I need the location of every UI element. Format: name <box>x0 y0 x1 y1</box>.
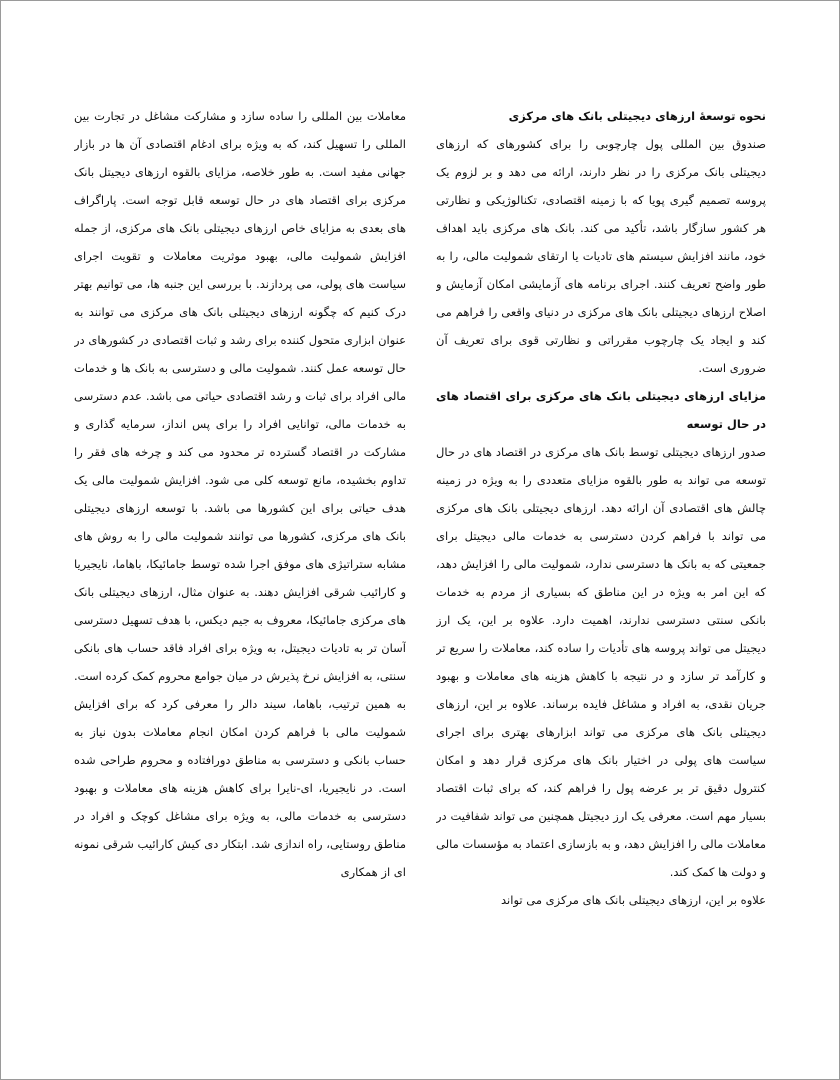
paragraph-benefits: صدور ارزهای دیجیتلی توسط بانک های مرکزی در اقتصاد های در حال توسعه می تواند به طور بالقوه مزایای متعددی را به ویژه در زمینه چالش های اقتصادی آن ارائه دهد. ارزهای دیجیتلی بانک های مرکزی می تواند با فراهم کردن دسترسی به خدمات مالی دیجیتل برای جمعیتی که به بانک ها دسترسی ندارد، شمولیت مالی را افزایش دهد، که این امر به ویژه در این مناطق که بسیاری از مردم به خدمات بانکی سنتی دسترسی ندارند، اهمیت دارد. علاوه بر این، یک ارز دیجیتل می تواند پروسه های تأدیات را ساده کند، معاملات را سریع تر و کارآمد تر سازد و در نتیجه با کاهش هزینه های معاملات و بهبود جریان نقدی، به افراد و مشاغل فایده برساند. علاوه بر این، ارزهای دیجیتلی بانک های مرکزی می تواند ابزارهای بهتری برای اجرای سیاست های پولی در اختیار بانک های مرکزی قرار دهد و امکان کنترول دقیق تر بر عرضه پول را فراهم کند، که برای ثبات اقتصاد بسیار مهم است. معرفی یک ارز دیجیتل همچنین می تواند شفافیت در معاملات مالی را افزایش دهد، و به بازسازی اعتماد به مؤسسات مالی و دولت ها کمک کند. <box>436 445 766 879</box>
section-heading-development: نحوه توسعهٔ ارزهای دیجیتلی بانک های مرکزی <box>508 109 766 123</box>
right-column <box>436 102 766 1052</box>
paragraph-continuation: علاوه بر این، ارزهای دیجیتلی بانک های مرکزی می تواند <box>501 893 766 907</box>
section-heading-benefits: مزایای ارزهای دیجیتلی بانک های مرکزی برای اقتصاد های در حال توسعه <box>436 389 766 431</box>
left-column <box>74 102 406 1052</box>
paragraph-imf-framework: صندوق بین المللی پول چارچوبی را برای کشورهای که ارزهای دیجیتلی بانک مرکزی را در نظر دارند، ارائه می دهد و بر لزوم یک پروسه تصمیم گیری پویا که با زمینه اقتصادی، تکنالوژیکی و نظارتی هر کشور سازگار باشد، تأکید می کند. بانک های مرکزی باید اهداف خود، مانند افزایش سیستم های تادیات یا ارتقای شمولیت مالی، را به طور واضح تعریف کنند. اجرای برنامه های آزمایشی امکان آزمایش و اصلاح ارزهای دیجیتلی بانک های مرکزی در دنیای واقعی را فراهم می کند و ایجاد یک چارچوب مقرراتی و نظارتی قوی برای تعریف آن ضروری است. <box>436 137 766 375</box>
paragraph-financial-inclusion: معاملات بین المللی را ساده سازد و مشارکت مشاغل در تجارت بین المللی را تسهیل کند، که به ویژه برای ادغام اقتصادی آن ها در بازار جهانی مفید است. به طور خلاصه، مزایای بالقوه ارزهای دیجیتل بانک مرکزی برای اقتصاد های در حال توسعه قابل توجه است. پاراگراف های بعدی به مزایای خاص ارزهای دیجیتلی بانک های مرکزی، از جمله افزایش شمولیت مالی، بهبود موثریت معاملات و تقویت اجرای سیاست های پولی، می پردازند. با بررسی این جنبه ها، می توانیم بهتر درک کنیم که چگونه ارزهای دیجیتلی بانک های مرکزی می توانند به عنوان ابزاری متحول کننده برای رشد و ثبات اقتصادی در کشورهای در حال توسعه عمل کنند. شمولیت مالی و دسترسی به بانک ها و خدمات مالی افراد برای ثبات و رشد اقتصادی حیاتی می باشد. عدم دسترسی به خدمات مالی، توانایی افراد را برای پس انداز، سرمایه گذاری و مشارکت در اقتصاد گسترده تر محدود می کند و چرخه های فقر را تداوم بخشیده، مانع توسعه کلی می شود. افزایش شمولیت مالی یک هدف حیاتی برای این کشورها می باشد. با توسعه ارزهای دیجیتلی بانک های مرکزی، کشورها می توانند شمولیت مالی را به روش های مشابه ستراتیژی های موفق اجرا شده توسط جامائیکا، باهاما، نایجیریا و کارائیب شرقی افزایش دهند. به عنوان مثال، ارزهای دیجیتلی بانک های مرکزی جامائیکا، معروف به جیم دیکس، با هدف تسهیل دسترسی آسان تر به تادیات دیجیتل، به ویژه برای افراد فاقد حساب های بانکی سنتی، به افزایش نرخ پذیرش در میان جوامع محروم کمک کرده است. به همین ترتیب، باهاما، سیند دالر را معرفی کرد که برای افزایش شمولیت مالی با فراهم کردن امکان انجام معاملات بدون نیاز به حساب بانکی و دسترسی به مناطق دورافتاده و محروم طراحی شده است. در نایجیریا، ای-نایرا برای کاهش هزینه های معاملات و بهبود دسترسی به خدمات مالی، به ویژه برای مشاغل کوچک و افراد در مناطق روستایی، راه اندازی شد. ابتکار دی کیش کارائیب شرقی نمونه ای از همکاری <box>74 109 406 879</box>
